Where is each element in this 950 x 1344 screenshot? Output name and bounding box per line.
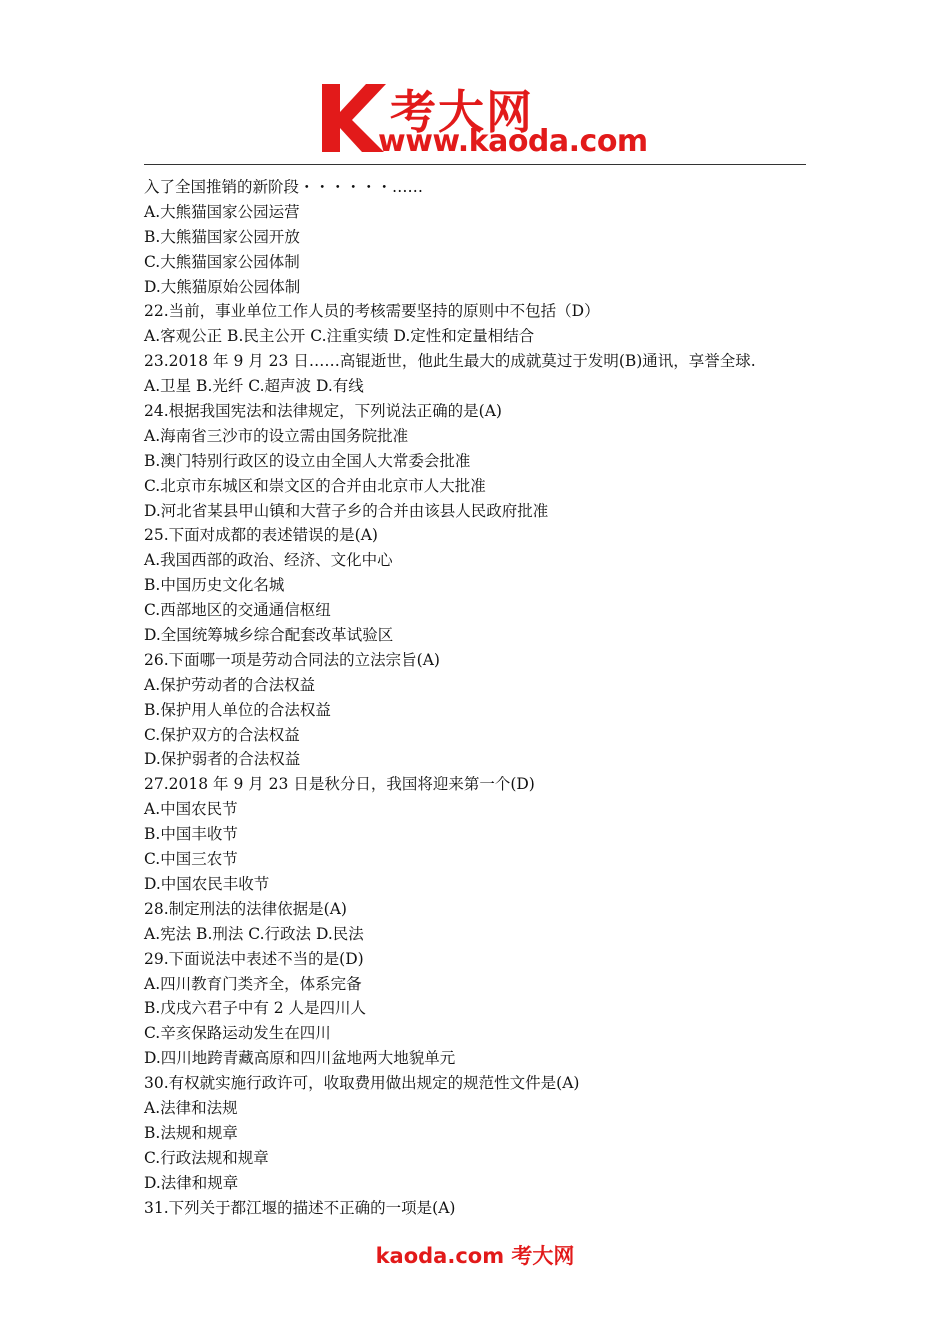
document-body [144,175,814,1220]
logo-chinese-text: 考大网 [390,85,534,139]
text-line: 29.下面说法中表述不当的是(D) [144,949,364,968]
text-line: B.中国历史文化名城 [144,576,285,595]
text-line: 26.下面哪一项是劳动合同法的立法宗旨(A) [144,650,440,669]
text-line: D.大熊猫原始公园体制 [144,277,301,296]
text-line: A.宪法 B.刑法 C.行政法 D.民法 [144,924,364,943]
text-line: C.保护双方的合法权益 [144,725,300,744]
logo-url-text: www.kaoda.com [378,124,648,159]
text-line: A.海南省三沙市的设立需由国务院批准 [144,426,409,445]
text-line: 31.下列关于都江堰的描述不正确的一项是(A) [144,1198,456,1217]
text-line: 22.当前，事业单位工作人员的考核需要坚持的原则中不包括（D） [144,302,600,321]
header-divider [144,164,806,165]
text-line: C.行政法规和规章 [144,1148,269,1167]
text-line: A.中国农民节 [144,800,238,819]
text-line: A.法律和法规 [144,1098,238,1117]
text-line: A.大熊猫国家公园运营 [144,202,300,221]
text-line: D.法律和规章 [144,1173,239,1192]
kaoda-logo[interactable] [318,78,648,160]
text-line: C.中国三农节 [144,850,238,869]
text-line: 28.制定刑法的法律依据是(A) [144,899,347,918]
text-line: C.西部地区的交通通信枢纽 [144,601,331,620]
text-line: A.我国西部的政治、经济、文化中心 [144,551,393,570]
text-line: D.中国农民丰收节 [144,874,270,893]
text-line: 入了全国推销的新阶段・・・・・・…… [144,178,424,196]
text-line: C.辛亥保路运动发生在四川 [144,1024,331,1043]
text-line: C.大熊猫国家公园体制 [144,252,300,271]
text-line: D.保护弱者的合法权益 [144,750,301,769]
text-line: D.河北省某县甲山镇和大营子乡的合并由该县人民政府批准 [144,501,549,520]
text-line: D.全国统筹城乡综合配套改革试验区 [144,626,394,645]
footer-brand: kaoda.com 考大网 [375,1244,575,1268]
text-line: B.澳门特别行政区的设立由全国人大常委会批准 [144,451,471,470]
text-line: A.保护劳动者的合法权益 [144,675,316,694]
text-line: 27.2018 年 9 月 23 日是秋分日，我国将迎来第一个(D) [144,775,535,794]
text-line: A.卫星 B.光纤 C.超声波 D.有线 [144,377,364,396]
text-line: A.四川教育门类齐全，体系完备 [144,974,362,993]
text-line: C.北京市东城区和崇文区的合并由北京市人大批准 [144,476,486,495]
text-line: B.大熊猫国家公园开放 [144,227,300,246]
text-line: 23.2018 年 9 月 23 日……高锟逝世，他此生最大的成就莫过于发明(B)通讯，享誉全球. [144,352,756,371]
text-line: B.戊戌六君子中有 2 人是四川人 [144,999,367,1018]
text-line: B.保护用人单位的合法权益 [144,700,331,719]
text-line: A.客观公正 B.民主公开 C.注重实绩 D.定性和定量相结合 [144,327,535,346]
text-line: D.四川地跨青藏高原和四川盆地两大地貌单元 [144,1049,456,1068]
text-line: 30.有权就实施行政许可，收取费用做出规定的规范性文件是(A) [144,1074,580,1093]
text-line: 25.下面对成都的表述错误的是(A) [144,526,378,545]
text-line: B.中国丰收节 [144,825,238,844]
text-line: B.法规和规章 [144,1123,238,1142]
text-line: 24.根据我国宪法和法律规定，下列说法正确的是(A) [144,402,502,421]
